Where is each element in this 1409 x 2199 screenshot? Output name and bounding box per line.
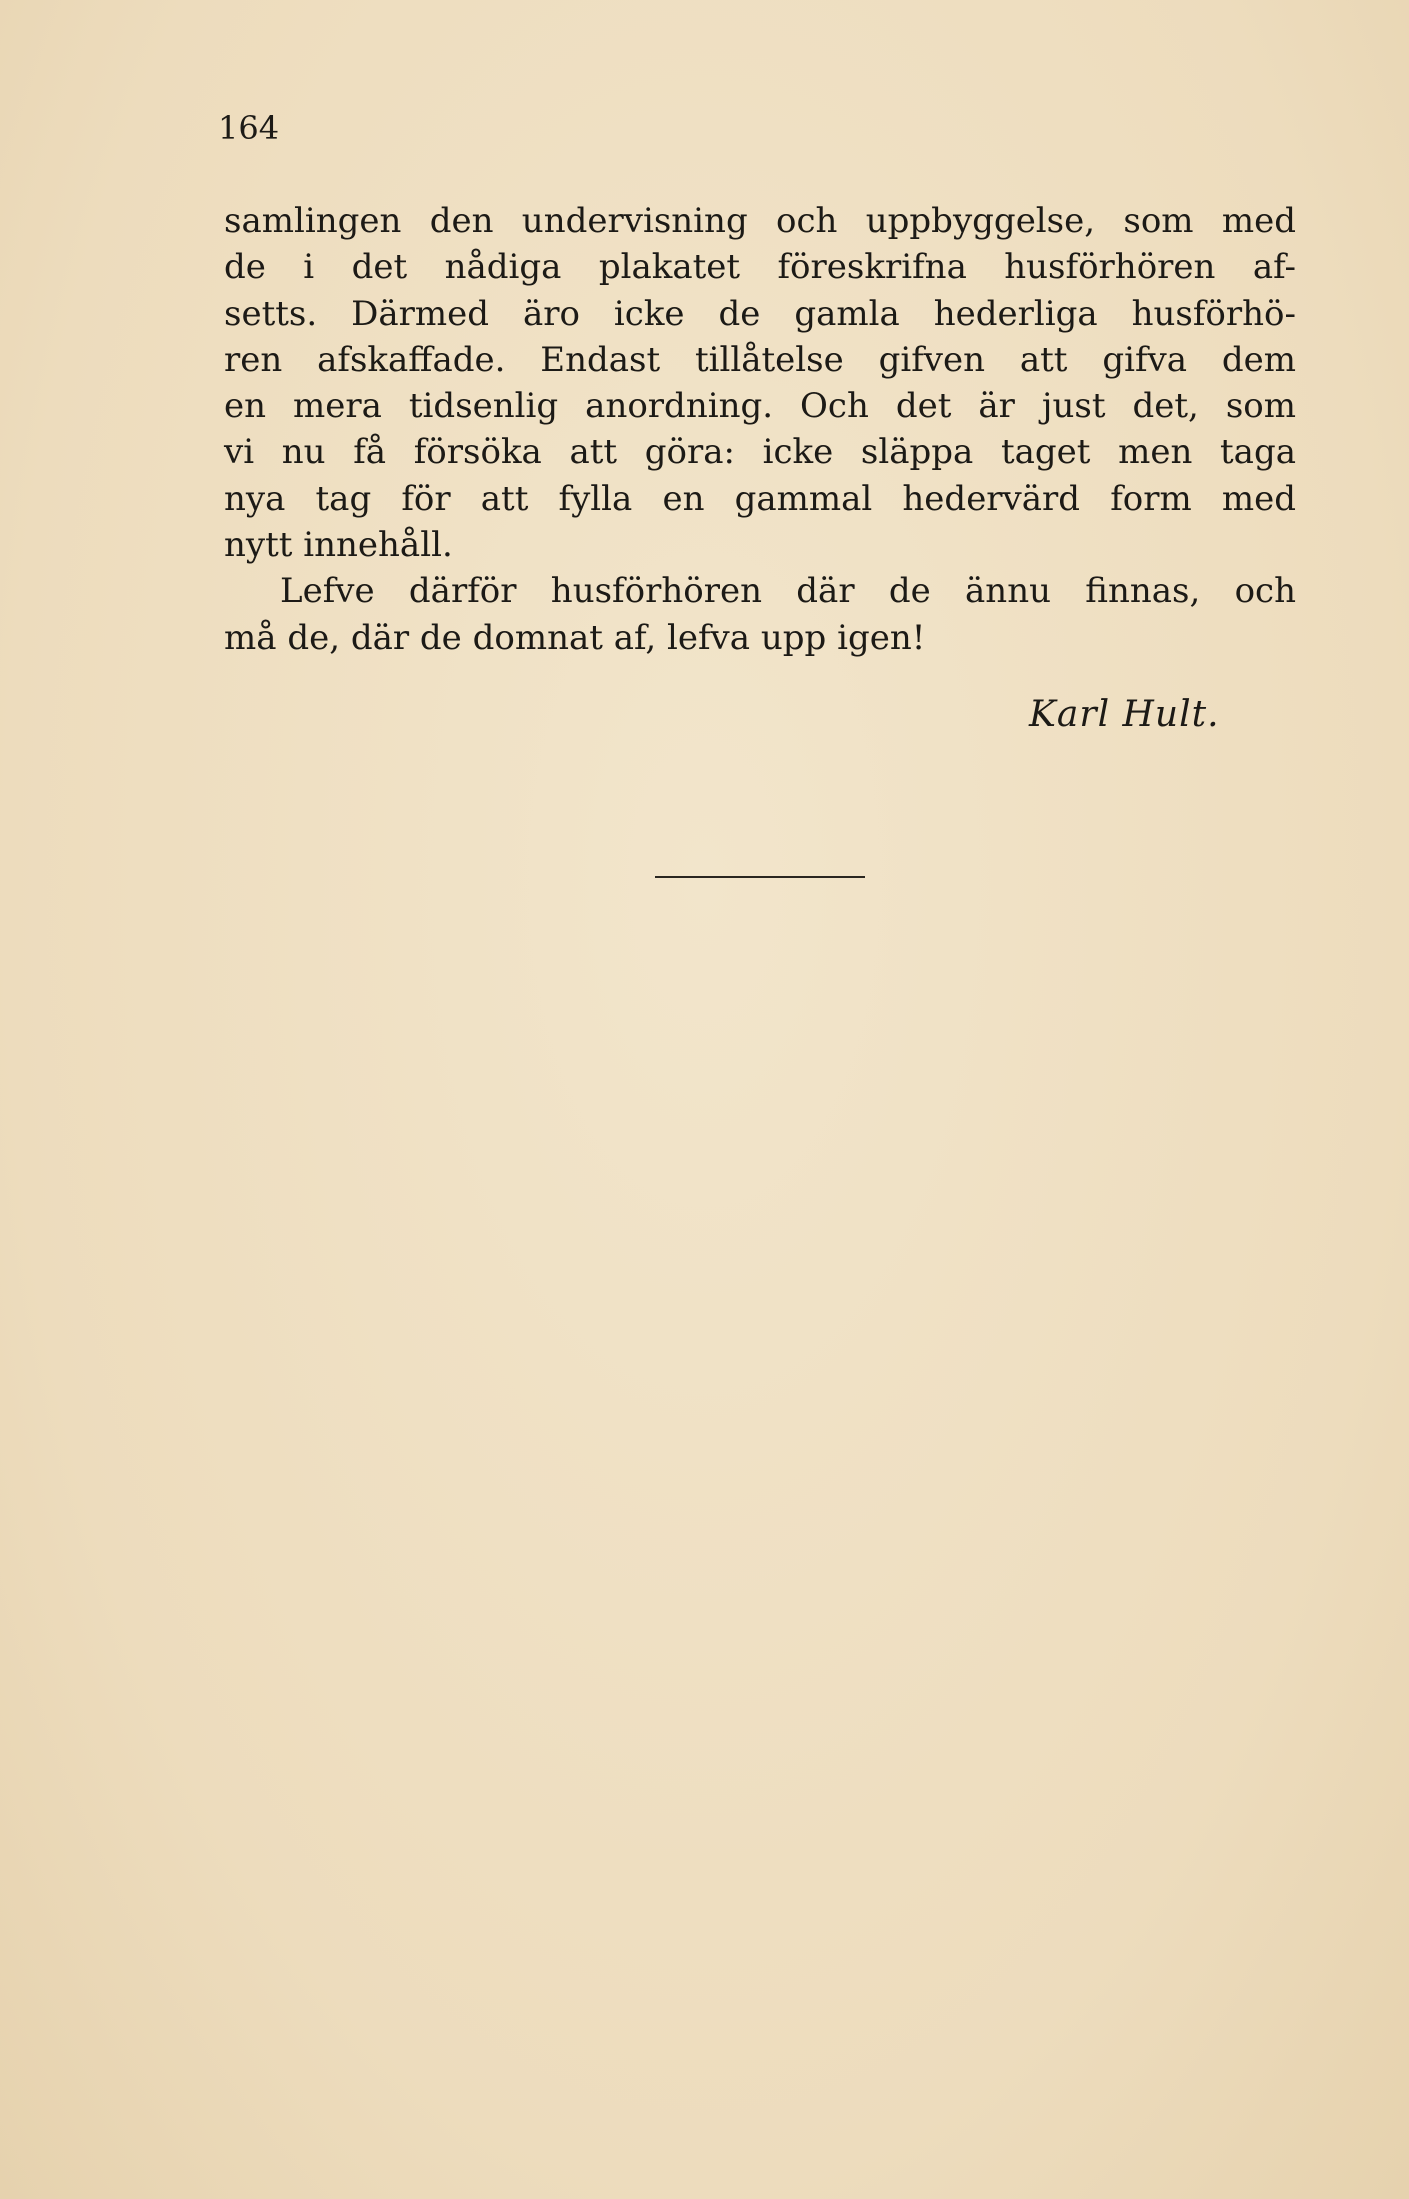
text-line: setts. Därmed äro icke de gamla hederliga husförhö-	[224, 293, 1296, 334]
text-line: samlingen den undervisning och uppbyggelse, som med	[224, 201, 1296, 241]
text-line: nya tag för att fylla en gammal hedervärd form med	[224, 478, 1296, 519]
end-rule	[655, 876, 865, 878]
text-line: nytt innehåll.	[224, 525, 453, 566]
text-line: de i det nådiga plakatet föreskrifna husförhören af-	[224, 247, 1296, 288]
body-text	[224, 198, 1296, 661]
author-signature: Karl Hult.	[1029, 694, 1220, 735]
text-line: må de, där de domnat af, lefva upp igen!	[224, 617, 926, 658]
text-line: ren afskaffade. Endast tillåtelse gifven att gifva dem	[224, 339, 1296, 380]
text-line: Lefve därför husförhören där de ännu finnas, och	[280, 571, 1296, 612]
page-number: 164	[218, 109, 280, 147]
text-line: vi nu få försöka att göra: icke släppa taget men taga	[224, 432, 1296, 473]
text-line: en mera tidsenlig anordning. Och det är just det, som	[224, 386, 1296, 427]
